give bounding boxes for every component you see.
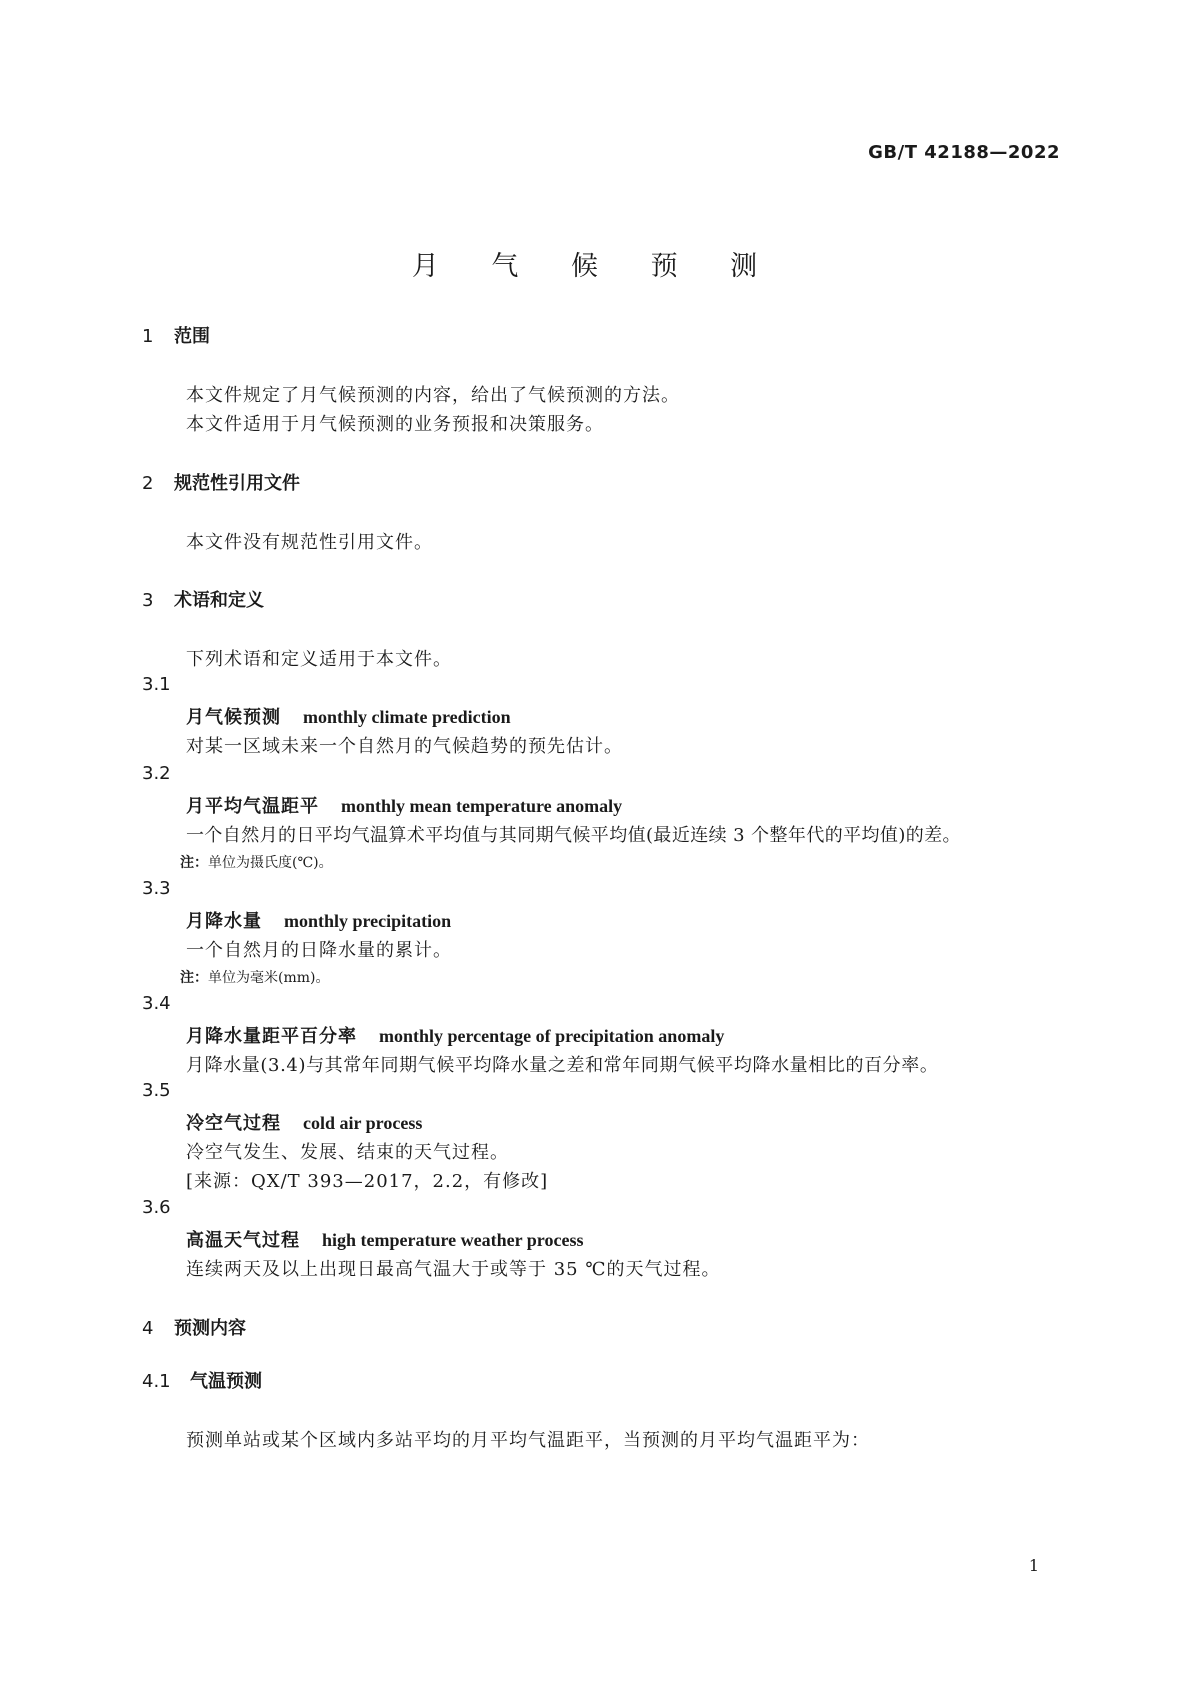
- term-chinese: 月降水量距平百分率: [186, 1026, 357, 1047]
- term-definition: 连续两天及以上出现日最高气温大于或等于 35 ℃的天气过程。: [186, 1259, 721, 1280]
- term-definition: 冷空气发生、发展、结束的天气过程。: [186, 1142, 509, 1163]
- section-title: 预测内容: [174, 1318, 246, 1339]
- section-title: 气温预测: [190, 1371, 262, 1392]
- term-heading: [186, 907, 451, 933]
- section-4-heading: [142, 1314, 246, 1340]
- term-english: monthly precipitation: [284, 911, 452, 931]
- note-label: 注：: [180, 855, 208, 871]
- term-chinese: 月降水量: [186, 911, 262, 932]
- term-note: [180, 967, 329, 987]
- term-heading: [186, 1022, 724, 1048]
- standard-number: GB/T 42188—2022: [868, 142, 1060, 163]
- term-definition: 对某一区域未来一个自然月的气候趋势的预先估计。: [186, 736, 623, 757]
- section-2-paragraph-1: 本文件没有规范性引用文件。: [186, 532, 433, 553]
- section-3-paragraph-1: 下列术语和定义适用于本文件。: [186, 649, 452, 670]
- section-number: 4: [142, 1318, 154, 1339]
- section-number: 4.1: [142, 1371, 171, 1392]
- section-4-1-paragraph-1: 预测单站或某个区域内多站平均的月平均气温距平，当预测的月平均气温距平为：: [186, 1430, 870, 1451]
- term-english: monthly percentage of precipitation anomaly: [379, 1026, 725, 1046]
- term-source: [来源：QX/T 393—2017，2.2，有修改]: [186, 1171, 549, 1192]
- term-heading: [186, 792, 622, 818]
- term-definition: 一个自然月的日平均气温算术平均值与其同期气候平均值(最近连续 3 个整年代的平均值)的差。: [186, 825, 961, 846]
- page-number: 1: [1028, 1556, 1039, 1575]
- term-note: [180, 852, 333, 872]
- term-chinese: 月气候预测: [186, 707, 281, 728]
- term-number: 3.1: [142, 674, 171, 695]
- term-chinese: 冷空气过程: [186, 1113, 281, 1134]
- term-number: 3.4: [142, 993, 171, 1014]
- term-definition: 月降水量(3.4)与其常年同期气候平均降水量之差和常年同期气候平均降水量相比的百分率。: [186, 1055, 939, 1076]
- term-number: 3.6: [142, 1197, 171, 1218]
- term-english: high temperature weather process: [322, 1230, 584, 1250]
- section-4-1-heading: [142, 1367, 262, 1393]
- term-number: 3.2: [142, 763, 171, 784]
- term-number: 3.5: [142, 1080, 171, 1101]
- term-heading: [186, 1109, 422, 1135]
- section-1-paragraph-1: 本文件规定了月气候预测的内容，给出了气候预测的方法。: [186, 385, 680, 406]
- section-3-heading: [142, 586, 264, 612]
- term-english: monthly climate prediction: [303, 707, 511, 727]
- section-title: 术语和定义: [174, 590, 264, 611]
- term-heading: [186, 1226, 583, 1252]
- section-number: 2: [142, 473, 154, 494]
- note-text: 单位为摄氏度(℃)。: [208, 855, 333, 871]
- term-chinese: 高温天气过程: [186, 1230, 300, 1251]
- term-english: cold air process: [303, 1113, 423, 1133]
- note-text: 单位为毫米(mm)。: [208, 970, 330, 986]
- section-title: 规范性引用文件: [174, 473, 300, 494]
- note-label: 注：: [180, 970, 208, 986]
- term-definition: 一个自然月的日降水量的累计。: [186, 940, 452, 961]
- document-title: 月 气 候 预 测: [411, 251, 780, 282]
- section-number: 3: [142, 590, 154, 611]
- term-number: 3.3: [142, 878, 171, 899]
- section-2-heading: [142, 469, 300, 495]
- term-chinese: 月平均气温距平: [186, 796, 319, 817]
- term-english: monthly mean temperature anomaly: [341, 796, 623, 816]
- section-1-heading: [142, 322, 210, 348]
- section-number: 1: [142, 326, 154, 347]
- term-heading: [186, 703, 511, 729]
- section-1-paragraph-2: 本文件适用于月气候预测的业务预报和决策服务。: [186, 414, 604, 435]
- section-title: 范围: [174, 326, 210, 347]
